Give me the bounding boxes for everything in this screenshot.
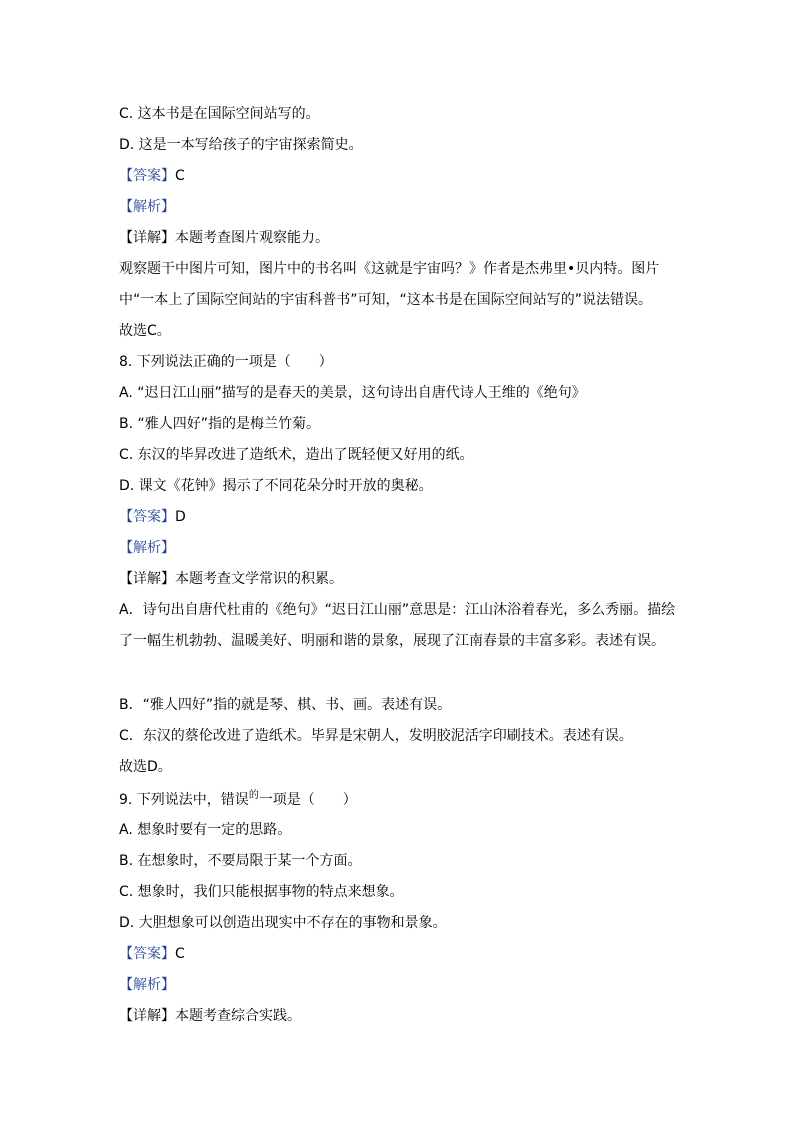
q9-option-d: D. 大胆想象可以创造出现实中不存在的事物和景象。	[119, 915, 447, 931]
answer-tag: 【答案】	[119, 946, 175, 962]
analysis-tag: 【解析】	[119, 540, 175, 556]
q8-option-a: A. “迟日江山丽”描写的是春天的美景，这句诗出自唐代诗人王维的《绝句》	[119, 385, 586, 401]
q9-question-pre: 9. 下列说法中，错误	[119, 792, 249, 808]
detail-tag: 【详解】	[119, 230, 175, 246]
analysis-tag: 【解析】	[119, 199, 175, 215]
detail-tag: 【详解】	[119, 571, 175, 587]
q7-option-c: C. 这本书是在国际空间站写的。	[119, 106, 320, 122]
analysis-tag: 【解析】	[119, 977, 175, 993]
q8-explain-b: B．“雅人四好”指的就是琴、棋、书、画。表述有误。	[119, 697, 452, 713]
q8-answer	[119, 507, 186, 527]
answer-value: C	[175, 946, 185, 962]
q7-detail	[119, 228, 329, 248]
q8-conclusion: 故选D。	[119, 759, 172, 775]
q8-explain-a: A．诗句出自唐代杜甫的《绝句》“迟日江山丽”意思是：江山沐浴着春光，多么秀丽。描绘了一幅生机勃勃、温暖美好、明丽和谐的景象，展现了江南春景的丰富多彩。表述有误。	[119, 602, 676, 649]
detail-text: 本题考查文学常识的积累。	[175, 571, 343, 587]
q8-detail	[119, 569, 343, 589]
answer-tag: 【答案】	[119, 168, 175, 184]
q8-option-c: C. 东汉的毕昇改进了造纸术，造出了既轻便又好用的纸。	[119, 447, 474, 463]
detail-text: 本题考查综合实践。	[175, 1008, 301, 1024]
q9-answer	[119, 944, 185, 964]
answer-tag: 【答案】	[119, 509, 175, 525]
q9-option-a: A. 想象时要有一定的思路。	[119, 822, 292, 838]
q9-option-c: C. 想象时，我们只能根据事物的特点来想象。	[119, 884, 404, 900]
q9-detail	[119, 1006, 301, 1026]
q8-option-b: B. “雅人四好”指的是梅兰竹菊。	[119, 416, 321, 432]
q7-option-d: D. 这是一本写给孩子的宇宙探索简史。	[119, 137, 363, 153]
q9-analysis-tag	[119, 975, 175, 995]
detail-tag: 【详解】	[119, 1008, 175, 1024]
q8-question: 8. 下列说法正确的一项是（ ）	[119, 354, 333, 370]
answer-value: C	[175, 168, 185, 184]
q8-explain-c: C．东汉的蔡伦改进了造纸术。毕昇是宋朝人，发明胶泥活字印刷技术。表述有误。	[119, 728, 633, 744]
q8-analysis-tag	[119, 538, 175, 558]
answer-value: D	[175, 509, 186, 525]
q9-question-post: 一项是（ ）	[258, 792, 357, 808]
q7-analysis-tag	[119, 197, 175, 217]
q7-answer	[119, 166, 185, 186]
q9-option-b: B. 在想象时，不要局限于某一个方面。	[119, 853, 362, 869]
detail-text: 本题考查图片观察能力。	[175, 230, 329, 246]
q9-question-sup: 的	[248, 790, 259, 801]
q7-explanation: 观察题干中图片可知，图片中的书名叫《这就是宇宙吗？》作者是杰弗里•贝内特。图片中“一本上了国际空间站的宇宙科普书”可知，“这本书是在国际空间站写的”说法错误。	[119, 261, 660, 308]
q7-conclusion: 故选C。	[119, 323, 171, 339]
q8-option-d: D. 课文《花钟》揭示了不同花朵分时开放的奥秘。	[119, 478, 433, 494]
q9-question	[119, 790, 357, 812]
